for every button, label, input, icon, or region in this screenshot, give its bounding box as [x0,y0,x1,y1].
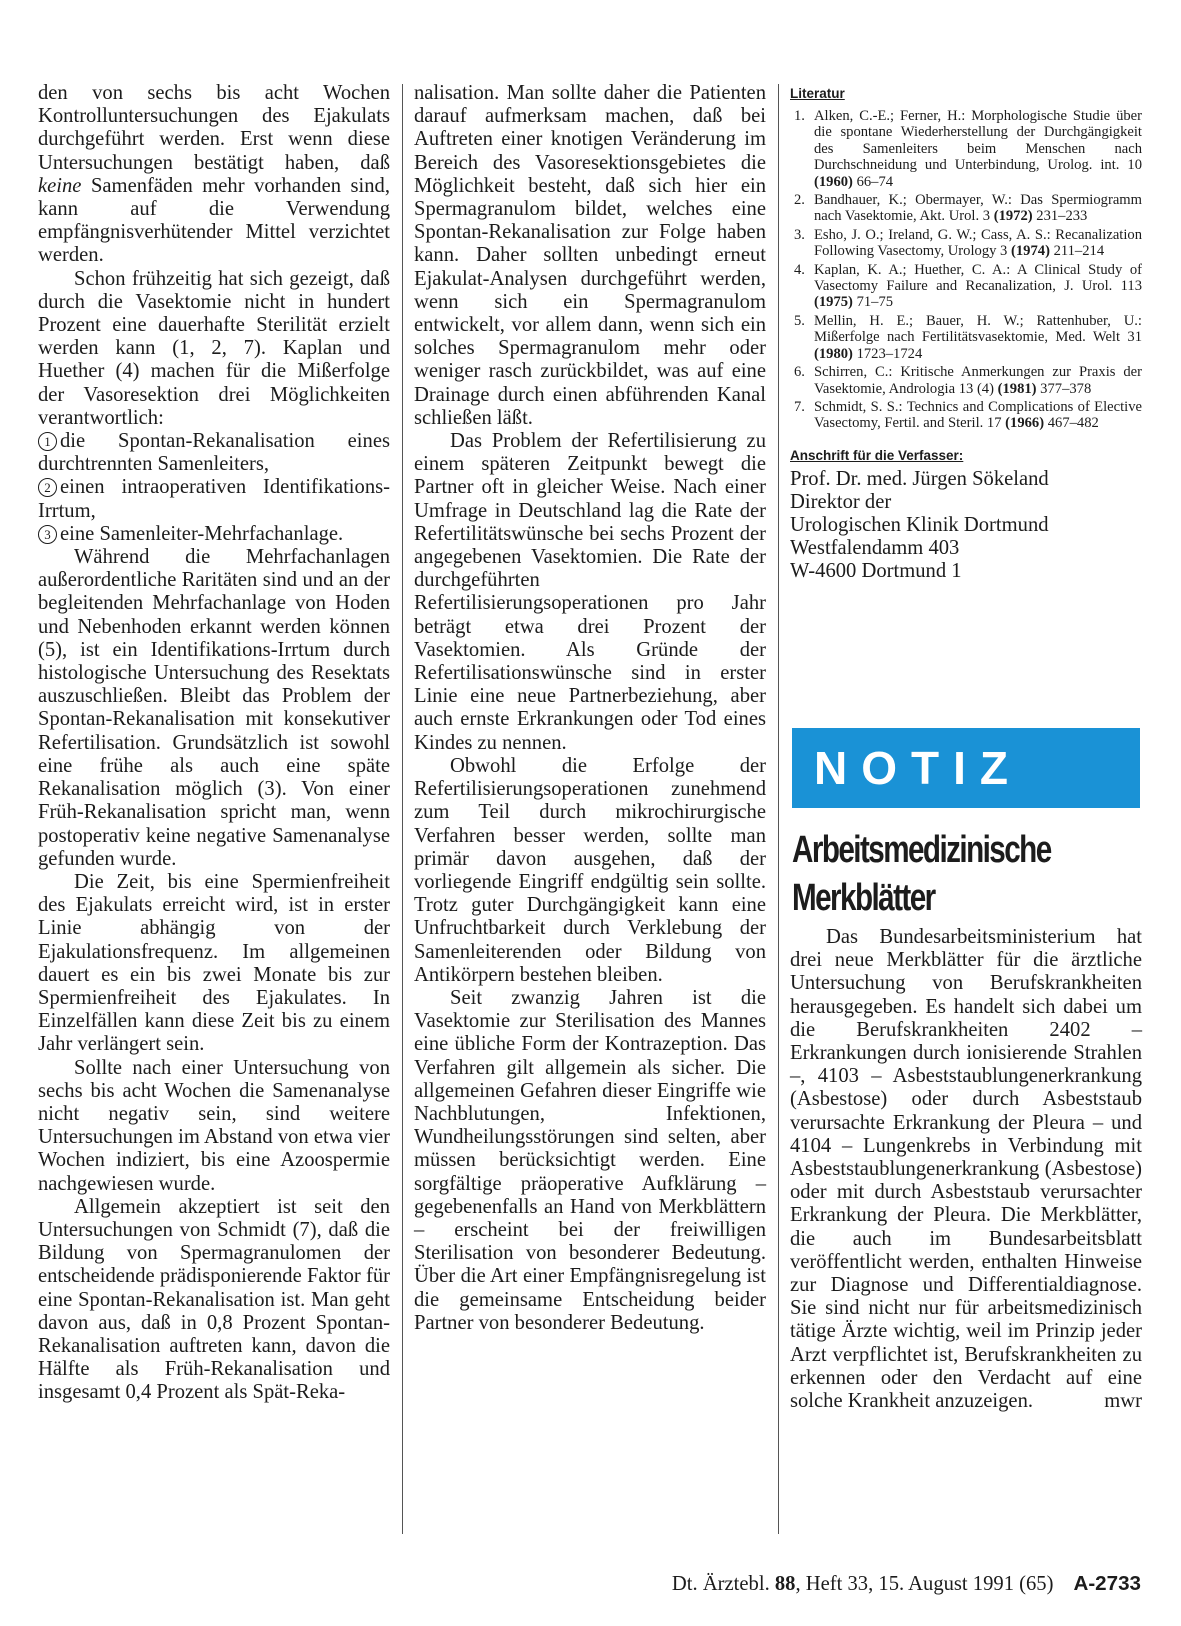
circled-number: 3 [38,525,57,544]
column-divider [402,84,403,1534]
literature-column [790,86,1142,583]
list-item: 3 eine Samenleiter-Mehrfachanlage. [38,523,390,546]
paragraph: Obwohl die Erfolge der Refertilisierungsoperationen zunehmend zum Teil durch mikrochirurgische Verfahren besser werden, sollte man primär davon ausgehen, daß der vorliegende Eingriff endgültig sein sollte. Trotz guter Durchgängigkeit kann eine Unfruchtbarkeit durch Verklebung der Samenleiterenden oder Bildung von Antikörpern bestehen bleiben. [414,754,766,986]
column-divider [778,84,779,1534]
address-line: Prof. Dr. med. Jürgen Sökeland [790,467,1049,490]
reference-item: 2. Bandhauer, K.; Obermayer, W.: Das Spermiogramm nach Vasektomie, Akt. Urol. 3 (1972) 231–233 [794,192,1142,225]
reference-item: 1. Alken, C.-E.; Ferner, H.: Morphologische Studie über die spontane Wiederherstellung der Durchgängigkeit des Samenleiters beim Menschen nach Durchschneidung und Unterbindung, Urolog. int. 10 (1960) 66–74 [794,108,1142,190]
paragraph: Sollte nach einer Untersuchung von sechs bis acht Wochen die Samenanalyse nicht negativ sein, sind weitere Untersuchungen im Abstand von etwa vier Wochen indiziert, bis eine Azoospermie nachgewiesen wurde. [38,1056,390,1195]
paragraph: den von sechs bis acht Wochen Kontrolluntersuchungen des Ejakulats durchgeführt werden. Erst wenn diese Untersuchungen bestätigt haben, daß keine Samenfäden mehr vorhanden sind, kann auf die Verwendung empfängnisverhütender Mittel verzichtet werden. [38,82,390,267]
page-number: A-2733 [1073,1572,1141,1595]
article-column-2 [414,82,766,1335]
address-line: Direktor der [790,490,892,513]
paragraph: Schon frühzeitig hat sich gezeigt, daß durch die Vasektomie nicht in hundert Prozent eine dauerhafte Sterilität erzielt werden kann (1, 2, 7). Kaplan und Huether (4) machen für die Mißerfolge der Vasoresektion drei Möglichkeiten verantwortlich: [38,267,390,429]
article-column-1 [38,82,390,1405]
list-item: 1 die Spontan-Rekanalisation eines durchtrennten Samenleiters, [38,430,390,476]
page-footer: Dt. Ärztebl. 88, Heft 33, 15. August 1991 (65) A-2733 [671,1572,1141,1595]
address-heading: Anschrift für die Verfasser: [790,447,964,463]
paragraph: nalisation. Man sollte daher die Patienten darauf aufmerksam machen, daß bei Auftreten einer knotigen Veränderung im Bereich des Vasoresektionsgebietes die Möglichkeit besteht, daß sich hier ein Spermagranulom bildet, welches eine Spontan-Rekanalisation zur Folge haben kann. Daher sollten unbedingt erneut Ejakulat-Analysen durchgeführt werden, wenn sich ein Spermagranulom entwickelt, vor allem dann, wenn sich ein solches Spermagranulom mehr oder weniger rasch zurückbildet, was auf eine Drainage durch einen abführenden Kanal schließen läßt. [414,82,766,429]
reference-item: 4. Kaplan, K. A.; Huether, C. A.: A Clinical Study of Vasectomy Failure and Recanalization, J. Urol. 113 (1975) 71–75 [794,261,1142,311]
notiz-label: NOTIZ [814,742,1022,794]
notiz-banner [792,728,1140,808]
reference-item: 5. Mellin, H. E.; Bauer, H. W.; Rattenhuber, U.: Mißerfolge nach Fertilitätsvasektomie, Med. Welt 31 (1980) 1723–1724 [794,312,1142,362]
paragraph: Die Zeit, bis eine Spermienfreiheit des Ejakulats erreicht wird, ist in erster Linie abhängig von der Ejakulationsfrequenz. Im allgemeinen dauert es ein bis zwei Monate bis zur Spermienfreiheit des Ejakulates. In Einzelfällen kann diese Zeit bis zu einem Jahr verlängert sein. [38,870,390,1056]
paragraph: Das Bundesarbeitsministerium hat drei neue Merkblätter für die ärztliche Untersuchung von Berufskrankheiten herausgegeben. Es handelt sich dabei um die Berufskrankheiten 2402 – Erkrankungen durch ionisierende Strahlen –, 4103 – Asbeststaublungenerkrankung (Asbestose) oder durch Asbeststaub verursachte Erkrankung der Pleura – und 4104 – Lungenkrebs in Verbindung mit Asbeststaublungenerkrankung (Asbestose) oder mit durch Asbeststaub verursachter Erkrankung der Pleura. Die Merkblätter, die auch im Bundesarbeitsblatt veröffentlicht werden, enthalten Hinweise zur Diagnose und Differentialdiagnose. Sie sind nicht nur für arbeitsmedizinisch tätige Ärzte wichtig, weil im Prinzip jeder Arzt verpflichtet ist, Berufskrankheiten zu erkennen oder den Verdacht auf eine solche Krankheit anzuzeigen. mwr [790,926,1142,1413]
address-line: Urologischen Klinik Dortmund [790,513,1049,536]
author-signature: mwr [1104,1390,1142,1413]
address-line: Westfalendamm 403 [790,536,960,559]
address-line: W-4600 Dortmund 1 [790,559,962,582]
reference-item: 7. Schmidt, S. S.: Technics and Complications of Elective Vasectomy, Fertil. and Steril. 17 (1966) 467–482 [794,398,1142,432]
list-item: 2 einen intraoperativen Identifikations-Irrtum, [38,476,390,522]
literature-heading: Literatur [790,86,845,101]
paragraph: Seit zwanzig Jahren ist die Vasektomie zur Sterilisation des Mannes eine übliche Form der Kontrazeption. Das Verfahren gilt allgemein als sicher. Die allgemeinen Gefahren dieser Eingriffe wie Nachblutungen, Infektionen, Wundheilungsstörungen sind selten, aber müssen berücksichtigt werden. Eine sorgfältige präoperative Aufklärung – gegebenenfalls an Hand von Merkblättern – erscheint bei der freiwilligen Sterilisation von besonderer Bedeutung. Über die Art einer Empfängnisregelung ist die gemeinsame Entscheidung beider Partner von besonderer Bedeutung. [414,986,766,1334]
reference-item: 6. Schirren, C.: Kritische Anmerkungen zur Praxis der Vasektomie, Andrologia 13 (4) (1981) 377–378 [794,364,1142,397]
paragraph: Das Problem der Refertilisierung zu einem späteren Zeitpunkt bewegt die Partner oft in gleicher Weise. Nach einer Umfrage in Deutschland lag die Rate der Refertilitätswünsche bei sechs Prozent der angegebenen Vasektomien. Die Rate der durchgeführten Refertilisierungsoperationen pro Jahr beträgt etwa drei Prozent der Vasektomien. Als Gründe der Refertilisationswünsche sind in erster Linie eine neue Partnerbeziehung, aber auch ernste Erkrankungen oder Tod eines Kindes zu nennen. [414,430,766,754]
notiz-headline: Arbeitsmedizinische Merkblätter [792,829,1051,919]
circled-number: 1 [38,432,57,451]
notiz-body [790,926,1142,1413]
reference-item: 3. Esho, J. O.; Ireland, G. W.; Cass, A. S.: Recanalization Following Vasectomy, Urology 3 (1974) 211–214 [794,226,1142,260]
paragraph: Während die Mehrfachanlagen außerordentliche Raritäten sind und an der begleitenden Mehrfachanlage von Hoden und Nebenhoden erkannt werden können (5), ist ein Identifikations-Irrtum durch histologische Untersuchung des Resektats auszuschließen. Bleibt das Problem der Spontan-Rekanalisation mit konsekutiver Refertilisation. Grundsätzlich ist sowohl eine frühe als auch eine späte Rekanalisation möglich (3). Von einer Früh-Rekanalisation spricht man, wenn postoperativ keine negative Samenanalyse gefunden wurde. [38,546,390,870]
author-address [790,468,1142,583]
circled-number: 2 [38,478,57,497]
paragraph: Allgemein akzeptiert ist seit den Untersuchungen von Schmidt (7), daß die Bildung von Spermagranulomen der entscheidende prädisponierende Faktor für eine Spontan-Rekanalisation ist. Man geht davon aus, daß in 0,8 Prozent Spontan-Rekanalisation auftreten kann, davon die Hälfte als Früh-Rekanalisation und insgesamt 0,4 Prozent als Spät-Reka- [38,1195,390,1404]
reference-list [790,108,1142,432]
